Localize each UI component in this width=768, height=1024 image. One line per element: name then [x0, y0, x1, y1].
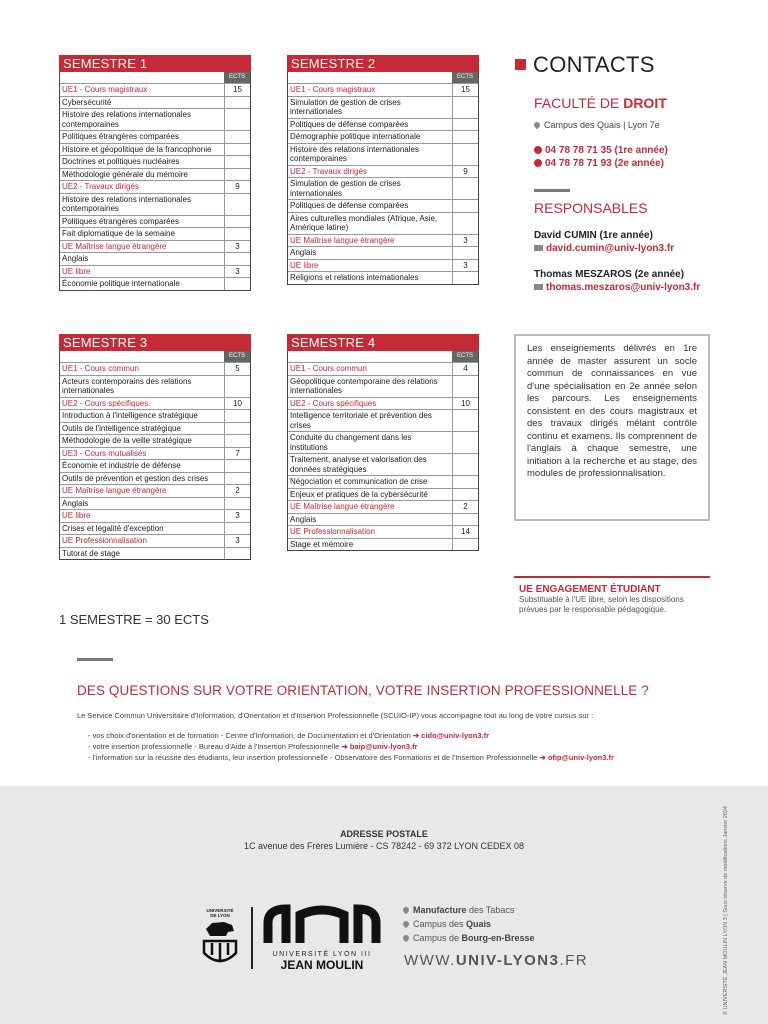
course-row: [60, 252, 250, 265]
ects-value: [224, 376, 250, 397]
email-icon: [534, 245, 543, 251]
phone-icon: [534, 146, 542, 154]
course-label: UE2 - Travaux dirigés: [290, 166, 367, 176]
course-row: [60, 547, 250, 560]
course-row: [60, 143, 250, 156]
course-label: UE Maîtrise langue étrangère: [290, 502, 395, 511]
course-row: [288, 409, 478, 431]
course-label: Cybersécurité: [62, 97, 112, 107]
phone-1[interactable]: 04 78 78 71 35 (1re année): [534, 145, 668, 156]
course-label: Simulation de gestion de crises internationales: [290, 179, 401, 198]
course-row: [60, 434, 250, 447]
course-row: [60, 472, 250, 485]
course-label: UE libre: [290, 260, 319, 270]
address: 1C avenue des Frères Lumière - CS 78242 - 69 372 LYON CEDEX 08: [244, 841, 524, 851]
course-label: Traitement, analyse et valorisation des données stratégiques: [290, 455, 427, 474]
ects-value: 9: [452, 166, 478, 178]
course-label: UE libre: [62, 266, 91, 276]
ects-value: [224, 169, 250, 181]
ects-value: [452, 131, 478, 143]
ects-value: [224, 498, 250, 510]
bullet-dash: -: [88, 731, 93, 740]
semestre-4-table: [287, 334, 479, 551]
logo-line-2: JEAN MOULIN: [280, 958, 364, 972]
ects-value: 15: [452, 84, 478, 96]
course-label: Enjeux et pratiques de la cybersécurité: [290, 489, 428, 499]
course-row: [60, 215, 250, 228]
jean-moulin-logo: [262, 903, 382, 973]
course-row: [60, 522, 250, 535]
semester-header: SEMESTRE 4: [287, 334, 479, 351]
course-row: [60, 168, 250, 181]
course-label: UE2 - Cours spécifiques: [290, 398, 377, 408]
ects-value: [224, 253, 250, 265]
ects-value: [224, 473, 250, 485]
ects-value: 2: [452, 501, 478, 513]
course-row: [60, 422, 250, 435]
ue-row: [60, 534, 250, 547]
course-label: UE2 - Cours spécifiques: [62, 398, 149, 408]
course-row: [288, 488, 478, 501]
ects-value: [224, 109, 250, 130]
question-text: vos choix d'orientation et de formation - Centre d'Information, de Documentation et d'Orientation: [92, 731, 411, 740]
course-label: UE1 - Cours commun: [62, 364, 139, 373]
faculty-title: FACULTÉ DE DROIT: [534, 95, 667, 111]
ects-value: 10: [452, 398, 478, 410]
arrow-icon: ➔: [537, 753, 548, 762]
engagement-subtitle: Substituable à l'UE libre, selon les dispositions prévues par le responsable pédagogique.: [519, 595, 684, 614]
svg-text:UNIVERSITÉ: UNIVERSITÉ: [206, 908, 234, 913]
ects-value: [452, 376, 478, 397]
course-label: Anglais: [62, 498, 89, 508]
ects-value: [452, 178, 478, 199]
ue-row: [60, 362, 250, 375]
course-label: Histoire des relations internationales contemporaines: [62, 110, 191, 129]
course-label: Introduction à l'intelligence stratégique: [62, 411, 198, 420]
questions-title: DES QUESTIONS SUR VOTRE ORIENTATION, VOTRE INSERTION PROFESSIONNELLE ?: [77, 683, 649, 698]
course-label: Stage et mémoire: [290, 539, 354, 549]
course-row: [60, 497, 250, 510]
ects-value: [452, 247, 478, 259]
questions-intro: Le Service Commun Universitaire d'Information, d'Orientation et d'Insertion Professionnelle (SCUIO-IP) vous accompagne tout au long de votre cursus sur :: [77, 711, 594, 720]
ects-header: ECTS: [224, 72, 250, 83]
question-item: [88, 731, 489, 740]
question-email[interactable]: cido@univ-lyon3.fr: [421, 731, 490, 740]
question-email[interactable]: baip@univ-lyon3.fr: [349, 742, 418, 751]
course-row: [288, 513, 478, 526]
course-label: Fait diplomatique de la semaine: [62, 229, 175, 238]
semester-header: SEMESTRE 1: [59, 55, 251, 72]
ects-header-row: [288, 72, 478, 83]
ects-value: [452, 200, 478, 212]
ects-value: 3: [452, 235, 478, 247]
ue-row: [288, 83, 478, 96]
course-label: Méthodologie générale du mémoire: [62, 169, 188, 179]
ue-row: [288, 165, 478, 178]
ects-value: [224, 228, 250, 240]
ects-value: [224, 144, 250, 156]
ue-row: [60, 484, 250, 497]
semester-table-body: [59, 72, 251, 291]
ects-value: 4: [452, 363, 478, 375]
course-row: [288, 271, 478, 284]
course-label: Intelligence territoriale et prévention des crises: [290, 411, 432, 430]
course-label: Économie politique internationale: [62, 279, 180, 288]
engagement-box: [514, 576, 710, 621]
course-label: Politiques de défense comparées: [290, 119, 409, 129]
course-row: [288, 96, 478, 118]
ects-value: [452, 514, 478, 526]
semester-header: SEMESTRE 2: [287, 55, 479, 72]
course-row: [288, 143, 478, 165]
ects-value: [224, 216, 250, 228]
email-icon: [534, 284, 543, 290]
ue-row: [288, 500, 478, 513]
ects-value: [452, 539, 478, 551]
address-title: ADRESSE POSTALE: [340, 829, 428, 839]
course-label: UE1 - Cours commun: [290, 364, 367, 373]
question-text: votre insertion professionnelle - Bureau d'Aide à l'Insertion Professionnelle: [92, 742, 340, 751]
question-item: [88, 753, 614, 762]
ects-value: 10: [224, 398, 250, 410]
course-row: [60, 375, 250, 397]
person-1-name: David CUMIN (1re année): [534, 230, 653, 241]
course-row: [288, 246, 478, 259]
ue-row: [60, 83, 250, 96]
ects-value: 9: [224, 181, 250, 193]
ects-value: 3: [224, 535, 250, 547]
copyright-vertical: © UNIVERSITÉ JEAN MOULIN LYON 3 | Sous réserve de modifications Janvier 2024: [723, 806, 729, 1015]
course-label: Anglais: [290, 514, 317, 524]
ects-value: [452, 119, 478, 131]
ects-value: [452, 454, 478, 475]
course-label: Aires culturelles mondiales (Afrique, Asie, Amérique latine): [290, 213, 438, 232]
square-bullet-icon: [515, 59, 526, 70]
divider: [534, 189, 570, 192]
site-quais: Campus des Quais: [403, 919, 491, 929]
location-pin-icon: [402, 906, 410, 914]
ects-header-row: [60, 72, 250, 83]
ects-value: 3: [224, 241, 250, 253]
course-label: UE Maîtrise langue étrangère: [62, 486, 167, 495]
ects-value: [452, 489, 478, 501]
semestre-2-table: [287, 55, 479, 285]
ects-value: [452, 476, 478, 488]
responsables-title: RESPONSABLES: [534, 200, 648, 216]
course-row: [288, 177, 478, 199]
ects-value: [224, 156, 250, 168]
location-pin-icon: [402, 920, 410, 928]
course-row: [288, 118, 478, 131]
ects-value: [224, 131, 250, 143]
ue-row: [60, 180, 250, 193]
course-label: Histoire des relations internationales contemporaines: [290, 144, 419, 163]
course-row: [60, 459, 250, 472]
course-label: UE1 - Cours magistraux: [62, 85, 148, 94]
ects-header-row: [60, 351, 250, 362]
course-label: Doctrines et politiques nucléaires: [62, 157, 180, 166]
course-row: [60, 108, 250, 130]
course-label: Outils de prévention et gestion des crises: [62, 473, 209, 483]
ects-value: [452, 144, 478, 165]
ects-value: [224, 194, 250, 215]
course-label: Économie et industrie de défense: [62, 461, 181, 470]
course-label: Histoire et géopolitique de la francophonie: [62, 144, 212, 154]
course-label: Politiques étrangères comparées: [62, 132, 179, 141]
site-bourg: Campus de Bourg-en-Bresse: [403, 933, 535, 943]
ects-value: 7: [224, 448, 250, 460]
course-label: UE Maîtrise langue étrangère: [62, 241, 167, 251]
course-label: Histoire des relations internationales contemporaines: [62, 194, 191, 213]
ue-row: [288, 397, 478, 410]
logo-line-1: UNIVERSITÉ LYON III: [272, 951, 372, 958]
ects-value: 3: [452, 260, 478, 272]
semestre-3-table: [59, 334, 251, 560]
website-link[interactable]: WWW.UNIV-LYON3.FR: [404, 952, 589, 969]
course-row: [288, 431, 478, 453]
question-email[interactable]: ofip@univ-lyon3.fr: [547, 753, 614, 762]
course-row: [288, 475, 478, 488]
ects-value: [224, 460, 250, 472]
ects-value: 14: [452, 526, 478, 538]
course-label: Crises et légalité d'exception: [62, 523, 164, 533]
semester-table-body: [287, 72, 479, 285]
ue-row: [60, 265, 250, 278]
course-label: UE3 - Cours mutualisés: [62, 448, 147, 458]
site-manufacture: Manufacture des Tabacs: [403, 905, 514, 915]
ects-value: [452, 97, 478, 118]
ue-row: [60, 397, 250, 410]
phone-icon: [534, 159, 542, 167]
semester-header: SEMESTRE 3: [59, 334, 251, 351]
ects-value: [224, 278, 250, 290]
course-label: Outils de l'intelligence stratégique: [62, 423, 181, 433]
course-row: [288, 453, 478, 475]
location-pin-icon: [533, 121, 541, 129]
ects-value: 3: [224, 510, 250, 522]
course-row: [60, 277, 250, 290]
ects-value: [452, 213, 478, 234]
course-row: [60, 227, 250, 240]
course-label: Tutorat de stage: [62, 548, 120, 558]
arrow-icon: ➔: [410, 731, 422, 740]
course-label: UE2 - Travaux dirigés: [62, 182, 139, 191]
ue-row: [60, 509, 250, 522]
course-row: [288, 212, 478, 234]
course-label: UE Professionnalisation: [62, 536, 147, 545]
course-label: Acteurs contemporains des relations internationales: [62, 376, 192, 395]
ects-value: [224, 423, 250, 435]
ects-value: [452, 272, 478, 284]
arrow-icon: ➔: [339, 742, 350, 751]
course-label: Simulation de gestion de crises internationales: [290, 97, 401, 116]
bullet-dash: -: [88, 753, 93, 762]
course-label: Négociation et communication de crise: [290, 477, 428, 486]
ue-row: [288, 525, 478, 538]
ue-row: [60, 240, 250, 253]
logo-separator: [251, 907, 253, 969]
ue-row: [288, 362, 478, 375]
person-2-name: Thomas MESZAROS (2e année): [534, 269, 685, 280]
universite-de-lyon-logo: [200, 905, 240, 971]
course-row: [60, 193, 250, 215]
ects-header-row: [288, 351, 478, 362]
course-row: [60, 96, 250, 109]
person-2-email[interactable]: thomas.meszaros@univ-lyon3.fr: [534, 282, 700, 293]
ects-value: [224, 97, 250, 109]
ects-value: 15: [224, 84, 250, 96]
ue-row: [288, 234, 478, 247]
course-row: [288, 538, 478, 551]
course-row: [288, 199, 478, 212]
course-label: Religions et relations internationales: [290, 273, 419, 282]
location-pin-icon: [402, 934, 410, 942]
campus-location: Campus des Quais | Lyon 7e: [534, 120, 660, 130]
info-box: Les enseignements délivrés en 1re année de master assurent un socle commun de connaissances en vue d'une spécialisation en 2e année selon les parcours. Les enseignements consistent en des cours magistraux et des travaux dirigés mêlant contrôle continu et examens. Ils comprennent de l'anglais à chaque semestre, une initiation à la recherche et au stage, des modules de professionnalisation.: [514, 334, 710, 521]
ects-value: [452, 410, 478, 431]
ue-row: [60, 447, 250, 460]
course-label: Géopolitique contemporaine des relations internationales: [290, 376, 438, 395]
semester-table-body: [59, 351, 251, 560]
course-row: [288, 130, 478, 143]
phone-2[interactable]: 04 78 78 71 93 (2e année): [534, 158, 664, 169]
course-row: [60, 130, 250, 143]
course-label: Conduite du changement dans les institutions: [290, 433, 412, 452]
ects-header: ECTS: [452, 351, 478, 362]
course-label: UE Maîtrise langue étrangère: [290, 235, 395, 245]
ects-value: 3: [224, 266, 250, 278]
course-row: [60, 409, 250, 422]
ects-header: ECTS: [224, 351, 250, 362]
course-label: UE1 - Cours magistraux: [290, 85, 376, 94]
course-label: Politiques de défense comparées: [290, 201, 409, 210]
question-item: [88, 742, 418, 751]
engagement-title: UE ENGAGEMENT ÉTUDIANT: [519, 584, 661, 595]
footer: [0, 786, 768, 1024]
course-row: [288, 375, 478, 397]
contacts-title: CONTACTS: [515, 52, 655, 78]
ects-value: [452, 432, 478, 453]
question-text: l'information sur la réussite des étudiants, leur insertion professionnelle - Observatoire des Formations et de l'Insertion Professionnelle: [92, 753, 538, 762]
course-label: Méthodologie de la veille stratégique: [62, 436, 192, 445]
ects-value: 5: [224, 363, 250, 375]
course-row: [60, 155, 250, 168]
course-label: Démographie politique internationale: [290, 132, 421, 141]
semestre-1-table: [59, 55, 251, 291]
semester-total: 1 SEMESTRE = 30 ECTS: [59, 612, 209, 627]
course-label: UE Professionnalisation: [290, 527, 375, 536]
ects-value: [224, 435, 250, 447]
divider: [77, 658, 113, 661]
ue-row: [288, 259, 478, 272]
ects-value: [224, 523, 250, 535]
ects-value: [224, 410, 250, 422]
ects-header: ECTS: [452, 72, 478, 83]
ects-value: 2: [224, 485, 250, 497]
course-label: Anglais: [62, 254, 89, 263]
semester-table-body: [287, 351, 479, 551]
course-label: Anglais: [290, 248, 317, 257]
course-label: Politiques étrangères comparées: [62, 216, 179, 226]
course-label: UE libre: [62, 511, 91, 520]
ects-value: [224, 548, 250, 560]
bullet-dash: -: [88, 742, 93, 751]
svg-text:DE LYON: DE LYON: [210, 913, 230, 918]
person-1-email[interactable]: david.cumin@univ-lyon3.fr: [534, 243, 674, 254]
